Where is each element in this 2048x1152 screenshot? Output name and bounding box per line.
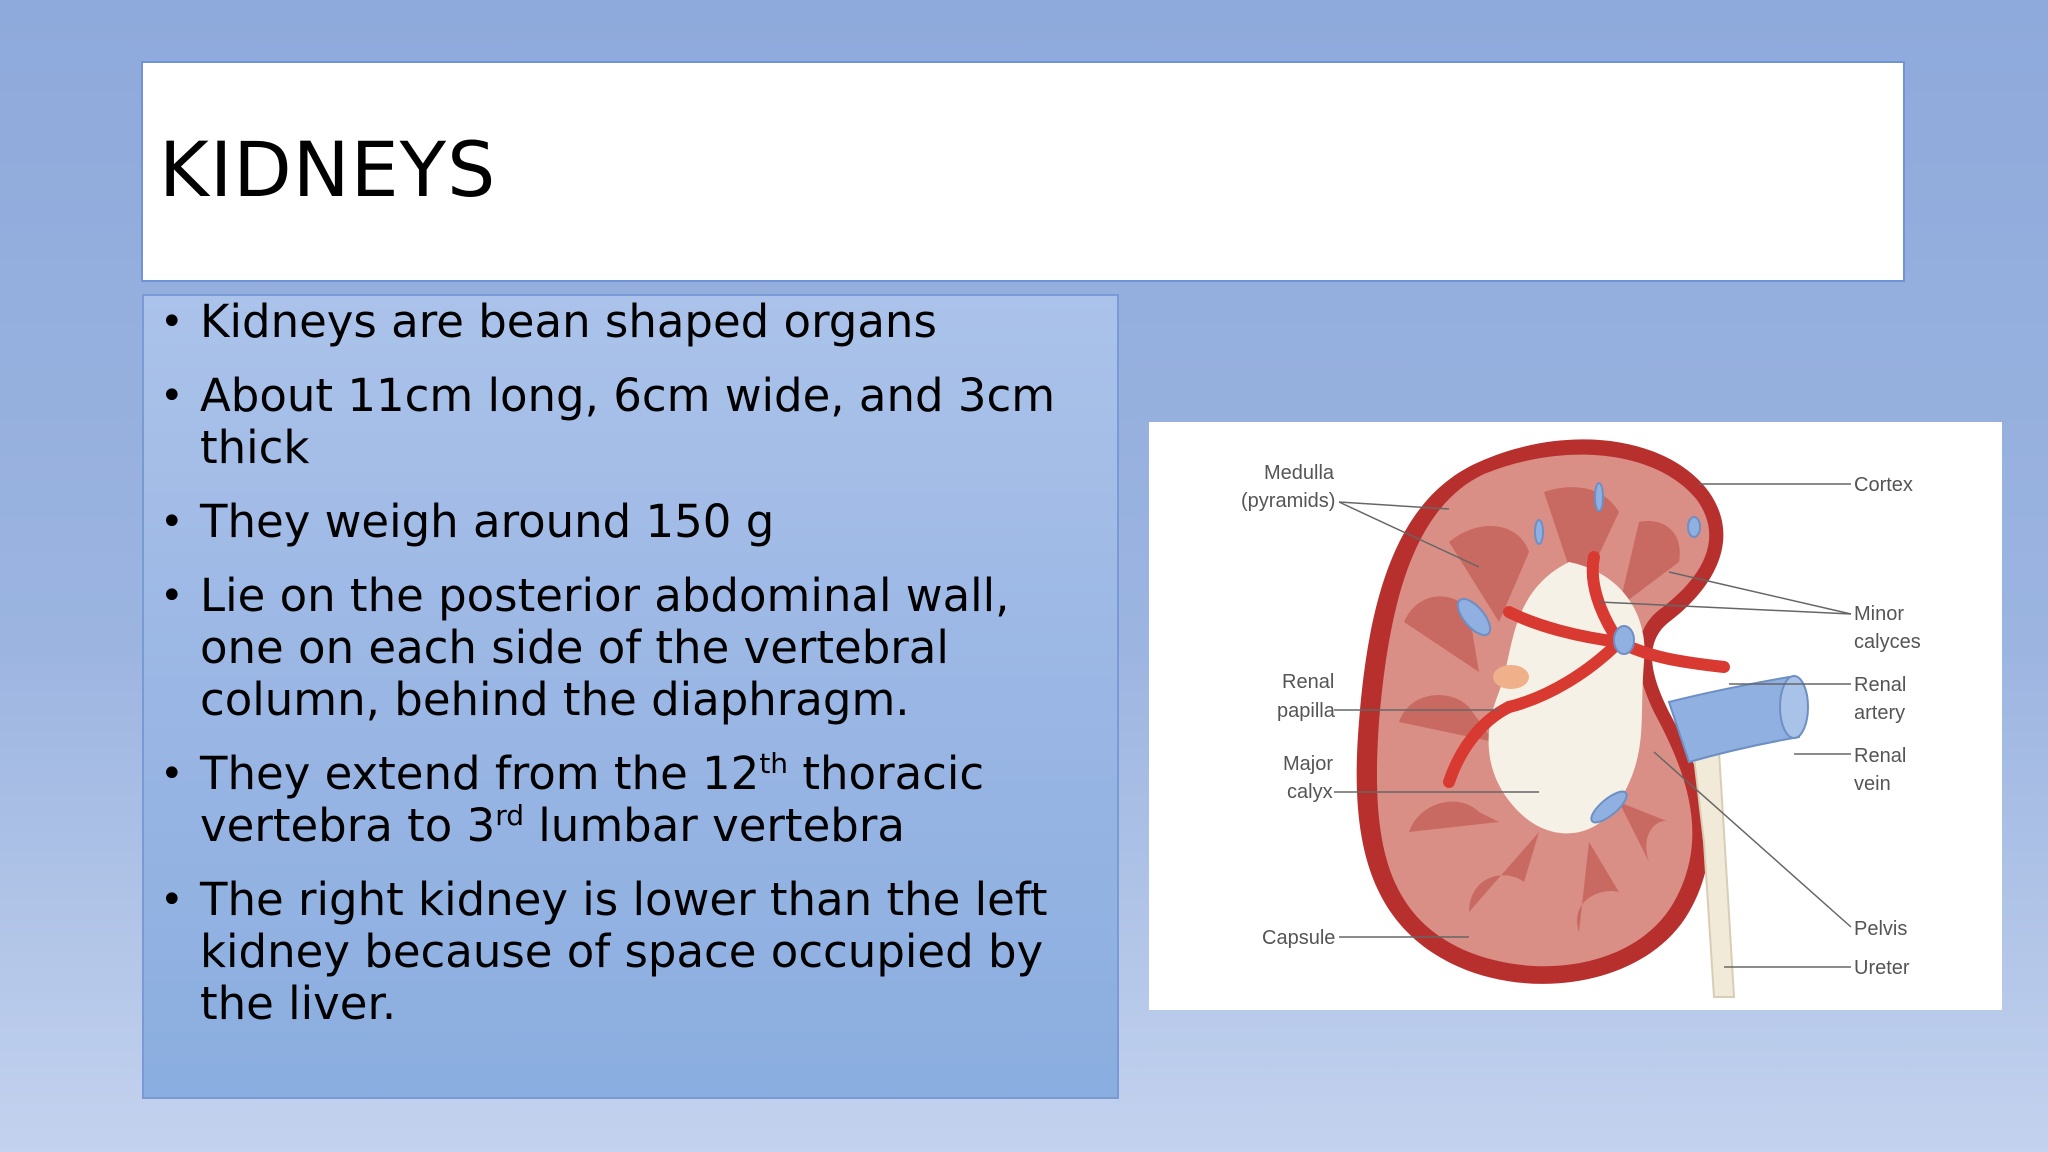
kidney-diagram-svg [1149,422,2002,1010]
bullet-item: • The right kidney is lower than the left kidney because of space occupied by the liver. [160,873,1048,1030]
label-calyx: calyx [1287,781,1333,803]
bullet-item: • Lie on the posterior abdominal wall, one on each side of the vertebral column, behind the diaphragm. [160,569,1010,726]
slide-title: KIDNEYS [159,125,497,214]
renal-papilla [1493,665,1529,689]
renal-vein-opening [1780,676,1808,738]
label-ureter: Ureter [1854,957,1910,979]
vessel-section [1535,520,1543,544]
bullet-item: • About 11cm long, 6cm wide, and 3cm thick [160,369,1056,474]
label-medulla: Medulla [1264,462,1335,484]
label-artery: artery [1854,702,1906,724]
label-papilla: papilla [1277,700,1335,722]
label-major: Major [1283,753,1334,775]
vessel-section [1595,483,1603,511]
label-renal-papilla: Renal [1282,671,1335,693]
label-pelvis: Pelvis [1854,918,1908,940]
label-cortex: Cortex [1854,474,1913,496]
bullet-dot-icon: • [160,573,184,619]
content-box [142,294,1119,1099]
vessel-section [1614,626,1634,654]
bullet-dot-icon: • [160,499,184,545]
bullet-item: • Kidneys are bean shaped organs [160,295,937,348]
bullet-dot-icon: • [160,373,184,419]
label-pyramids: (pyramids) [1241,490,1336,512]
label-renal-vein: Renal [1854,745,1907,767]
bullet-item: • They extend from the 12th thoracic vertebra to 3rd lumbar vertebra [160,747,985,852]
label-vein: vein [1854,773,1891,795]
vessel-section [1688,517,1700,537]
renal-vein [1669,677,1799,762]
bullet-list [152,296,1102,1030]
bullet-item: • They weigh around 150 g [160,495,775,548]
label-capsule: Capsule [1262,927,1336,949]
label-minor: Minor [1854,603,1905,625]
bullet-dot-icon: • [160,751,184,797]
bullet-dot-icon: • [160,299,184,345]
label-calyces: calyces [1854,631,1921,653]
label-renal-artery: Renal [1854,674,1907,696]
bullet-dot-icon: • [160,877,184,923]
kidney-diagram [1149,422,2002,1010]
title-box [141,61,1905,282]
